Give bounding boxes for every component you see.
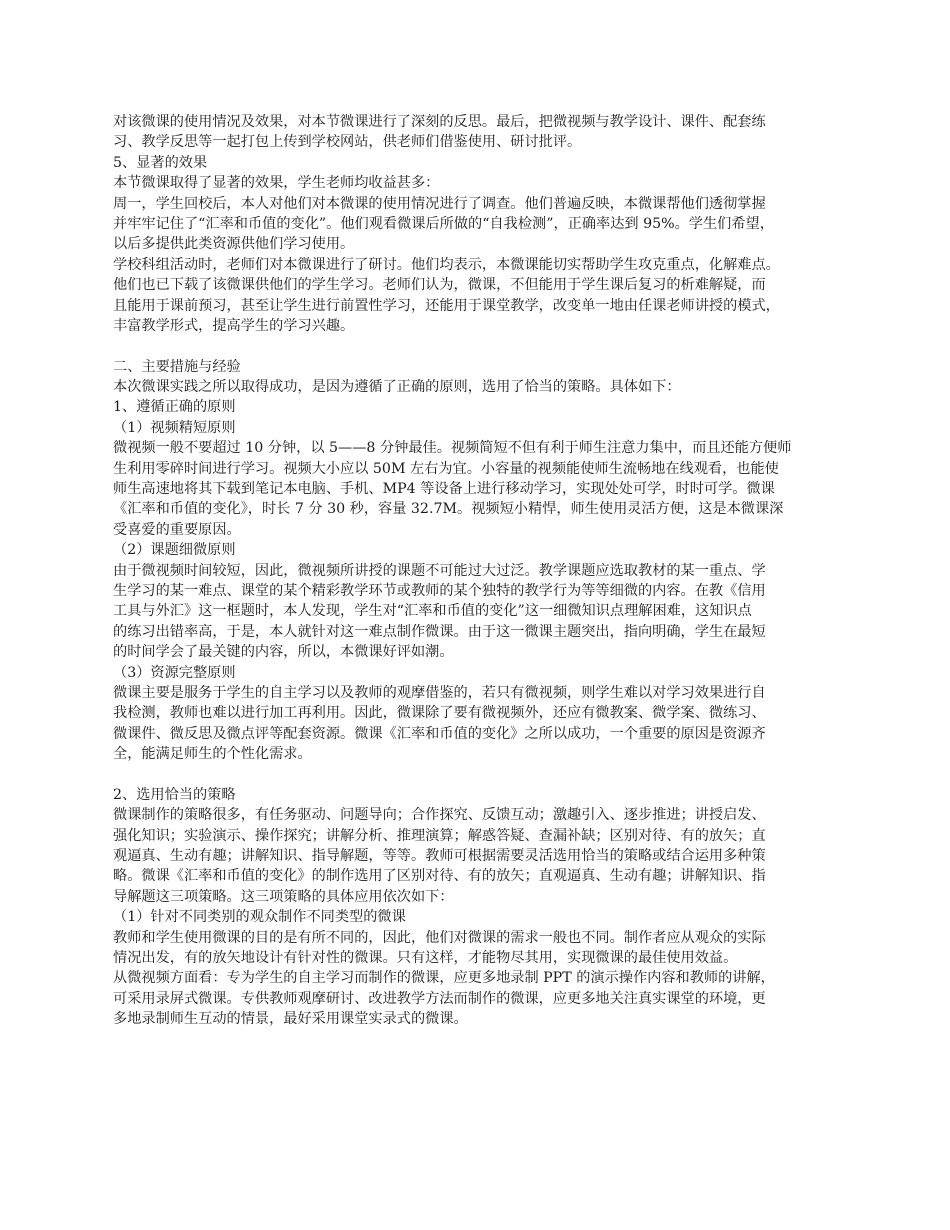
paragraph-line: 微课件、微反思及微点评等配套资源。微课《汇率和币值的变化》之所以成功，一个重要的原因是资源齐	[113, 725, 766, 742]
paragraph-line: 全，能满足师生的个性化需求。	[113, 746, 312, 763]
paragraph-line: 我检测，教师也难以进行加工再利用。因此，微课除了要有微视频外，还应有微教案、微学案、微练习、	[113, 705, 766, 722]
paragraph-line: 略。微课《汇率和币值的变化》的制作选用了区别对待、有的放矢；直观逼真、生动有趣；讲解知识、指	[113, 868, 766, 885]
paragraph-line: 对该微课的使用情况及效果，对本节微课进行了深刻的反思。最后，把微视频与教学设计、课件、配套练	[113, 114, 766, 130]
heading-effects: 5、显著的效果	[113, 154, 208, 171]
subheading-audience-types: （1）针对不同类别的观众制作不同类型的微课	[113, 909, 406, 926]
paragraph-line: 微课制作的策略很多，有任务驱动、问题导向；合作探究、反馈互动；激趣引入、逐步推进；讲授启发、	[113, 807, 766, 824]
spacer	[113, 336, 853, 356]
paragraph-line: 周一，学生回校后，本人对他们对本微课的使用情况进行了调查。他们普遍反映，本微课帮他们透彻掌握	[113, 195, 766, 212]
paragraph-line: 从微视频方面看：专为学生的自主学习而制作的微课，应更多地录制 PPT 的演示操作内容和教师的讲解，	[113, 970, 775, 987]
paragraph-line: 导解题这三项策略。这三项策略的具体应用依次如下：	[113, 888, 454, 905]
paragraph-line: 观逼真、生动有趣；讲解知识、指导解题，等等。教师可根据需要灵活选用恰当的策略或结合运用多种策	[113, 848, 766, 865]
paragraph-line: 本节微课取得了显著的效果，学生老师均收益甚多：	[113, 175, 440, 192]
paragraph-line: 《汇率和币值的变化》，时长 7 分 30 秒，容量 32.7M。视频短小精悍，师生使用灵活方便，这是本微课深	[113, 501, 784, 518]
section-measures-and-experience	[113, 357, 853, 765]
paragraph-line: 的时间学会了最关键的内容，所以，本微课好评如潮。	[113, 644, 454, 661]
paragraph-line: 微视频一般不要超过 10 分钟，以 5——8 分钟最佳。视频简短不但有利于师生注意力集中，而且还能方便师	[113, 440, 792, 457]
section-strategies	[113, 785, 853, 1030]
paragraph-line: 丰富教学形式，提高学生的学习兴趣。	[113, 317, 355, 334]
paragraph-line: 本次微课实践之所以取得成功，是因为遵循了正确的原则，选用了恰当的策略。具体如下：	[113, 379, 681, 396]
paragraph-line: 生学习的某一难点、课堂的某个精彩教学环节或教师的某个独特的教学行为等等细微的内容。在教《信用	[113, 582, 766, 599]
spacer	[113, 765, 853, 785]
paragraph-line: 生利用零碎时间进行学习。视频大小应以 50M 左右为宜。小容量的视频能使师生流畅地在线观看，也能使	[113, 460, 779, 477]
paragraph-line: 微课主要是服务于学生的自主学习以及教师的观摩借鉴的，若只有微视频，则学生难以对学习效果进行自	[113, 684, 766, 701]
heading-main-measures: 二、主要措施与经验	[113, 358, 241, 375]
document-body	[113, 112, 853, 1030]
paragraph-line: 并牢牢记住了“汇率和币值的变化”。他们观看微课后所做的“自我检测”，正确率达到 95%。学生们希望，	[113, 215, 774, 232]
paragraph-line: 工具与外汇》这一框题时，本人发现，学生对“汇率和币值的变化”这一细微知识点理解困难，这知识点	[113, 603, 752, 620]
subheading-fine-topic: （2）课题细微原则	[113, 542, 236, 559]
paragraph-line: 习、教学反思等一起打包上传到学校网站，供老师们借鉴使用、研讨批评。	[113, 134, 582, 151]
paragraph-line: 强化知识；实验演示、操作探究；讲解分析、推理演算；解惑答疑、查漏补缺；区别对待、有的放矢；直	[113, 827, 766, 844]
paragraph-line: 的练习出错率高，于是，本人就针对这一难点制作微课。由于这一微课主题突出，指向明确，学生在最短	[113, 623, 766, 640]
paragraph-line: 学校科组活动时，老师们对本微课进行了研讨。他们均表示，本微课能切实帮助学生攻克重点，化解难点。	[113, 256, 780, 273]
subheading-short-video: （1）视频精短原则	[113, 419, 236, 436]
paragraph-line: 情况出发，有的放矢地设计有针对性的微课。只有这样，才能物尽其用，实现微课的最佳使用效益。	[113, 950, 738, 967]
paragraph-line: 可采用录屏式微课。专供教师观摩研讨、改进教学方法而制作的微课，应更多地关注真实课堂的环境，更	[113, 990, 766, 1007]
paragraph-line: 师生高速地将其下载到笔记本电脑、手机、MP4 等设备上进行移动学习，实现处处可学，时时可学。微课	[113, 481, 775, 498]
paragraph-line: 他们也已下载了该微课供他们的学生学习。老师们认为，微课，不但能用于学生课后复习的析难解疑，而	[113, 277, 766, 294]
paragraph-line: 受喜爱的重要原因。	[113, 521, 241, 538]
paragraph-line: 由于微视频时间较短，因此，微视频所讲授的课题不可能过大过泛。教学课题应选取教材的某一重点、学	[113, 562, 766, 579]
paragraph-line: 教师和学生使用微课的目的是有所不同的，因此，他们对微课的需求一般也不同。制作者应从观众的实际	[113, 929, 766, 946]
paragraph-line: 多地录制师生互动的情景，最好采用课堂实录式的微课。	[113, 1011, 468, 1028]
paragraph-line: 且能用于课前预习，甚至让学生进行前置性学习，还能用于课堂教学，改变单一地由任课老师讲授的模式，	[113, 297, 780, 314]
paragraph-line: 以后多提供此类资源供他们学习使用。	[113, 236, 355, 253]
heading-principles: 1、遵循正确的原则	[113, 399, 236, 416]
subheading-complete-resources: （3）资源完整原则	[113, 664, 236, 681]
heading-strategies: 2、选用恰当的策略	[113, 786, 236, 803]
section-reflection-and-effects	[113, 112, 853, 336]
